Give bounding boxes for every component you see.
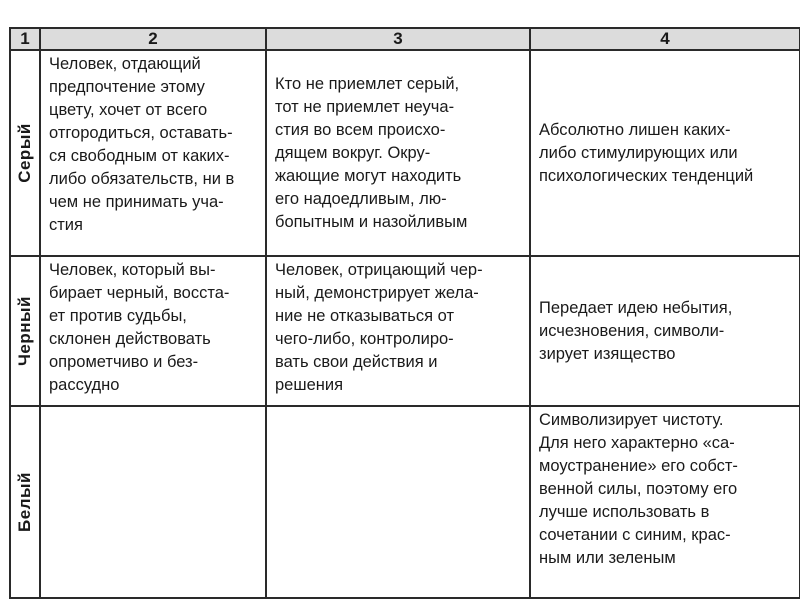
- color-meaning-table: [9, 27, 800, 599]
- table-cell-empty: [266, 406, 530, 598]
- row-label: Черный: [15, 295, 34, 367]
- table-row-white: [10, 406, 800, 598]
- row-label-cell: [10, 406, 40, 598]
- table-cell: [266, 50, 530, 256]
- cell-text: Передает идею небытия, исчезновения, символи- зирует изящество: [539, 298, 733, 363]
- header-cell-2: 2: [40, 28, 266, 50]
- table-cell: [530, 406, 800, 598]
- table-cell: [266, 256, 530, 406]
- cell-text: Человек, отдающий предпочтение этому цвету, хочет от всего отгородиться, оставать- ся свободным от каких- либо обязательств, ни в чем не принимать уча- стия: [49, 55, 235, 234]
- table-cell-empty: [40, 406, 266, 598]
- cell-text: Человек, отрицающий чер- ный, демонстрирует жела- ние не отказываться от чего-либо, контролиро- вать свои действия и решения: [275, 261, 483, 394]
- cell-text: Символизирует чистоту. Для него характерно «са- моустранение» его собст- венной силы, поэтому его лучше использовать в сочетании с синим, крас- ным или зеленым: [539, 411, 738, 567]
- row-label-cell: [10, 50, 40, 256]
- row-label: Белый: [15, 472, 34, 532]
- table-row-gray: [10, 50, 800, 256]
- cell-text: Человек, который вы- бирает черный, восста- ет против судьбы, склонен действовать опрометчиво и без- рассудно: [49, 261, 230, 394]
- table-cell: [530, 50, 800, 256]
- table-cell: [40, 50, 266, 256]
- header-cell-1: 1: [10, 28, 40, 50]
- row-label-cell: [10, 256, 40, 406]
- table-cell: [40, 256, 266, 406]
- cell-text: [267, 407, 529, 411]
- cell-text: Кто не приемлет серый, тот не приемлет неуча- стия во всем происхо- дящем вокруг. Окру- жающие могут находить его надоедливым, лю- бопытным и назойливым: [275, 74, 468, 231]
- cell-text: Абсолютно лишен каких- либо стимулирующих или психологических тенденций: [539, 120, 754, 185]
- table-row-black: [10, 256, 800, 406]
- cell-text: [41, 407, 265, 411]
- table-cell: [530, 256, 800, 406]
- header-cell-3: 3: [266, 28, 530, 50]
- header-cell-4: 4: [530, 28, 800, 50]
- header-row: [10, 28, 800, 50]
- row-label: Серый: [15, 123, 34, 183]
